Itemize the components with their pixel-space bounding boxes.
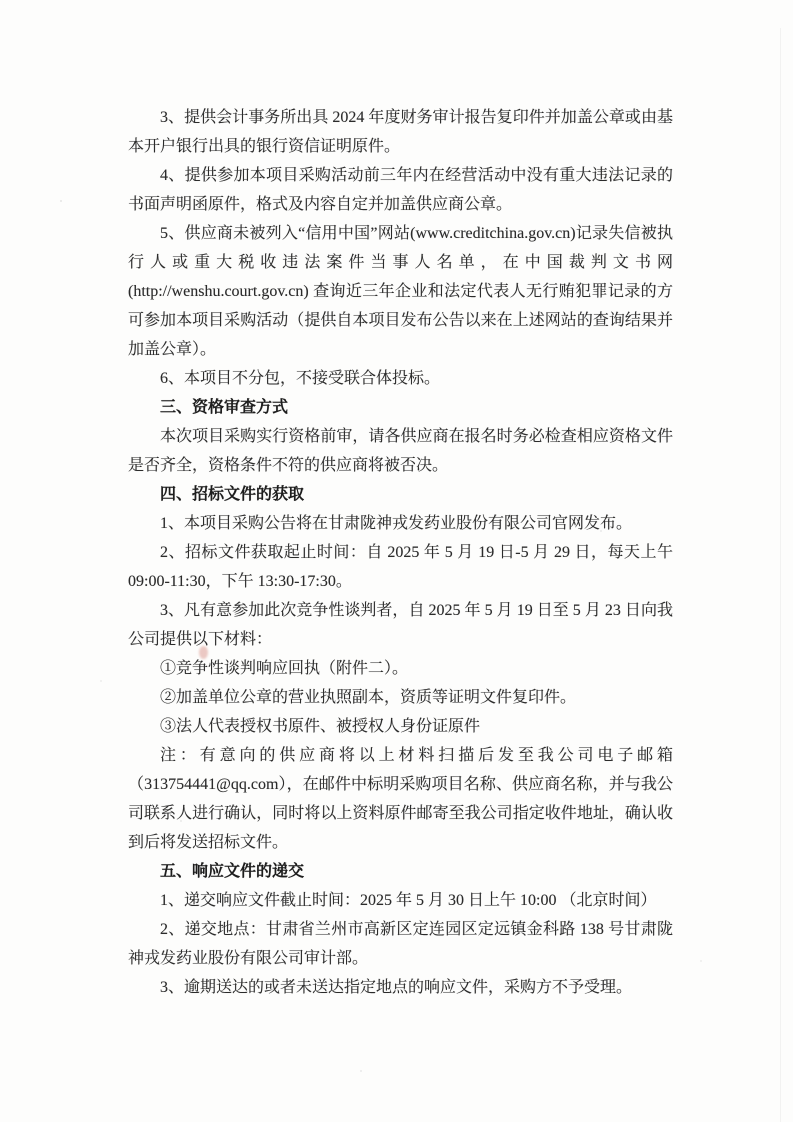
list-item-circled-2: ②加盖单位公章的营业执照副本，资质等证明文件复印件。 — [160, 689, 577, 706]
scanner-edge-line — [780, 28, 781, 1122]
paragraph-submission-deadline: 1、递交响应文件截止时间：2025 年 5 月 30 日上午 10:00 （北京时间） — [160, 892, 657, 909]
heading-section-4-obtain-documents: 四、招标文件的获取 — [160, 486, 305, 503]
paragraph-requirement-6: 6、本项目不分包，不接受联合体投标。 — [160, 370, 441, 387]
paragraph-requirement-5: 5、供应商未被列入“信用中国”网站(www.creditchina.gov.cn)记录失信被执行人或重大税收违法案件当事人名单，在中国裁判文书网(http://wenshu.court.gov.cn) 查询近三年企业和法定代表人无行贿犯罪记录的方可参加本项目采购活动（提供自本项目发布公告以来在上述网站的查询结果并加盖公章）。 — [128, 225, 673, 358]
paragraph-obtain-3: 3、凡有意参加此次竞争性谈判者，自 2025 年 5 月 19 日至 5 月 23 日向我公司提供以下材料： — [128, 602, 673, 648]
heading-section-5-response-submission: 五、响应文件的递交 — [160, 863, 305, 880]
paragraph-submission-address: 2、递交地点：甘肃省兰州市高新区定连园区定远镇金科路 138 号甘肃陇神戎发药业股份有限公司审计部。 — [128, 921, 673, 967]
list-item-circled-3: ③法人代表授权书原件、被授权人身份证原件 — [160, 718, 481, 735]
paragraph-requirement-3: 3、提供会计事务所出具 2024 年度财务审计报告复印件并加盖公章或由基本开户银行出具的银行资信证明原件。 — [128, 109, 673, 155]
paragraph-note-email: 注：有意向的供应商将以上材料扫描后发至我公司电子邮箱（313754441@qq.com），在邮件中标明采购项目名称、供应商名称，并与我公司联系人进行确认，同时将以上资料原件邮寄至我公司指定收件地址，确认收到后将发送招标文件。 — [128, 747, 673, 851]
scan-noise-specks — [60, 200, 62, 202]
paragraph-prequalification: 本次项目采购实行资格前审，请各供应商在报名时务必检查相应资格文件是否齐全，资格条件不符的供应商将被否决。 — [128, 428, 673, 474]
paragraph-obtain-2: 2、招标文件获取起止时间：自 2025 年 5 月 19 日-5 月 29 日，每天上午 09:00-11:30，下午 13:30-17:30。 — [128, 544, 673, 590]
scan-artifact-speck — [199, 646, 208, 659]
paragraph-submission-late: 3、逾期送达的或者未送达指定地点的响应文件，采购方不予受理。 — [160, 979, 633, 996]
document-text-block — [128, 103, 673, 1002]
heading-section-3-qualification-review: 三、资格审查方式 — [160, 399, 289, 416]
paragraph-obtain-1: 1、本项目采购公告将在甘肃陇神戎发药业股份有限公司官网发布。 — [160, 515, 633, 532]
paragraph-requirement-4: 4、提供参加本项目采购活动前三年内在经营活动中没有重大违法记录的书面声明函原件，格式及内容自定并加盖供应商公章。 — [128, 167, 673, 213]
list-item-circled-1: ①竞争性谈判响应回执（附件二）。 — [160, 660, 409, 677]
